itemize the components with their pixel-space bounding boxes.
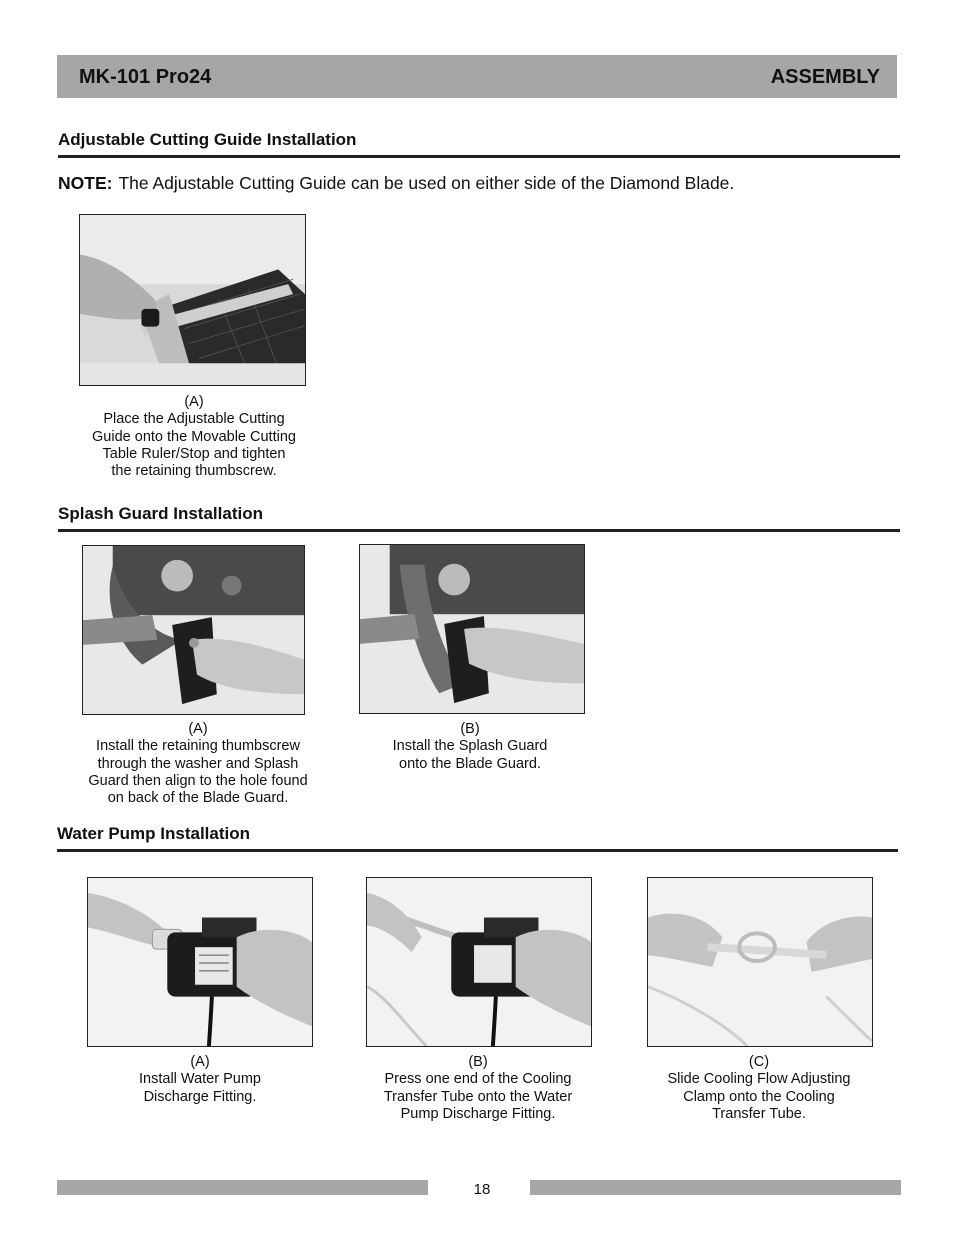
splash-guard-photo-b — [359, 544, 585, 714]
caption-line: onto the Blade Guard. — [399, 755, 541, 772]
note — [58, 173, 734, 194]
caption-line: Guide onto the Movable Cutting — [92, 428, 296, 445]
header-bar — [57, 55, 897, 98]
caption-line: the retaining thumbscrew. — [111, 463, 277, 480]
water-pump-caption-c — [640, 1054, 878, 1123]
cutting-guide-title: Adjustable Cutting Guide Installation — [58, 130, 357, 149]
splash-guard-title: Splash Guard Installation — [58, 504, 263, 523]
caption-line: Guard then align to the hole found — [88, 772, 308, 789]
caption-line: Slide Cooling Flow Adjusting — [667, 1071, 851, 1088]
cutting-guide-photo — [79, 214, 306, 386]
caption-line: Place the Adjustable Cutting — [103, 411, 285, 428]
water-pump-photo-a — [87, 877, 313, 1047]
caption-line: on back of the Blade Guard. — [107, 790, 289, 807]
caption-line: Transfer Tube onto the Water — [383, 1088, 573, 1105]
caption-label: (B) — [468, 1054, 488, 1070]
caption-line: Table Ruler/Stop and tighten — [102, 445, 286, 462]
caption-line: through the washer and Splash — [97, 755, 299, 772]
caption-line: Discharge Fitting. — [143, 1088, 257, 1105]
water-pump-photo-b — [366, 877, 592, 1047]
caption-label: (A) — [190, 1054, 210, 1070]
water-pump-caption-b — [360, 1054, 596, 1123]
section-rule — [58, 529, 900, 532]
cutting-guide-caption-a — [62, 394, 326, 480]
product-model: MK-101 Pro24 — [79, 66, 212, 88]
caption-line: Press one end of the Cooling — [384, 1071, 572, 1088]
caption-line: Install the Splash Guard — [392, 738, 548, 755]
caption-label: (B) — [460, 721, 480, 737]
section-rule — [58, 155, 900, 158]
splash-guard-caption-b — [352, 721, 588, 773]
footer-bar-right — [530, 1180, 901, 1195]
page-number: 18 — [473, 1181, 491, 1198]
caption-line: Transfer Tube. — [712, 1105, 806, 1122]
footer-bar-left — [57, 1180, 428, 1195]
caption-label: (A) — [188, 721, 208, 737]
splash-guard-caption-a — [72, 721, 324, 807]
note-label: NOTE: — [58, 173, 113, 193]
caption-line: Pump Discharge Fitting. — [400, 1105, 556, 1122]
caption-label: (C) — [748, 1054, 770, 1070]
caption-line: Clamp onto the Cooling — [683, 1088, 835, 1105]
section-heading: ASSEMBLY — [770, 66, 880, 88]
section-rule — [57, 849, 898, 852]
water-pump-title: Water Pump Installation — [57, 824, 251, 843]
water-pump-photo-c — [647, 877, 873, 1047]
caption-line: Install Water Pump — [139, 1071, 261, 1088]
caption-line: Install the retaining thumbscrew — [96, 738, 300, 755]
water-pump-caption-a — [100, 1054, 300, 1106]
note-text: The Adjustable Cutting Guide can be used on either side of the Diamond Blade. — [118, 173, 735, 193]
splash-guard-photo-a — [82, 545, 305, 715]
caption-label: (A) — [184, 394, 204, 410]
